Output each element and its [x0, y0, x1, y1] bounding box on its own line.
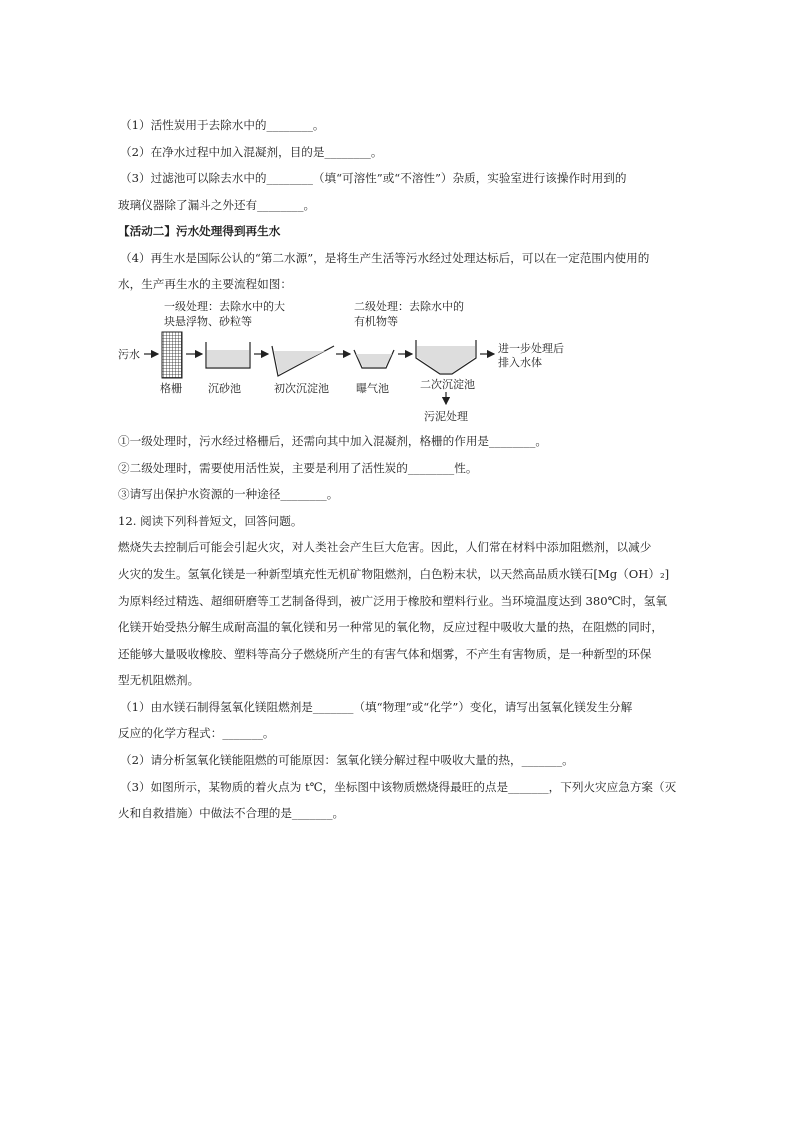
input-sewage-label: 污水 — [118, 348, 140, 361]
passage-line-4: 化镁开始受热分解生成耐高温的氧化镁和另一种常见的氧化物，反应过程中吸收大量的热，在阻燃的同时， — [118, 620, 663, 634]
subquestion-3: ③请写出保护水资源的一种途径________。 — [118, 487, 339, 501]
grille-icon — [162, 332, 182, 378]
stage-secondary-sedimentation-label: 二次沉淀池 — [420, 378, 475, 391]
question-11-part-3-line-1: （3）过滤池可以除去水中的________（填“可溶性”或“不溶性”）杂质，实验室进行该操作时用到的 — [120, 171, 627, 185]
secondary-treatment-label-2: 有机物等 — [354, 315, 398, 328]
stage-primary-sedimentation-label: 初次沉淀池 — [274, 382, 329, 395]
output-label-1: 进一步处理后 — [498, 342, 564, 355]
activity-2-heading: 【活动二】污水处理得到再生水 — [118, 224, 281, 238]
stage-grit-chamber-label: 沉砂池 — [208, 382, 241, 395]
question-12-intro: 12. 阅读下列科普短文，回答问题。 — [118, 514, 303, 528]
subquestion-2: ②二级处理时，需要使用活性炭，主要是利用了活性炭的________性。 — [118, 461, 478, 475]
question-11-part-2: （2）在净水过程中加入混凝剂，目的是________。 — [120, 145, 383, 159]
question-12-part-1-line-1: （1）由水镁石制得氢氧化镁阻燃剂是_______（填“物理”或“化学”）变化，请写出氢氧化镁发生分解 — [120, 700, 633, 714]
primary-treatment-label-2: 块悬浮物、砂粒等 — [164, 315, 252, 328]
stage-aeration-tank-label: 曝气池 — [356, 382, 389, 395]
secondary-sedimentation-tank-icon — [416, 340, 476, 374]
primary-treatment-label-1: 一级处理：去除水中的大 — [164, 300, 285, 313]
question-12-part-3-line-2: 火和自救措施）中做法不合理的是_______。 — [118, 806, 345, 820]
question-11-part-3-line-2: 玻璃仪器除了漏斗之外还有________。 — [118, 198, 316, 212]
passage-line-2: 火灾的发生。氢氧化镁是一种新型填充性无机矿物阻燃剂，白色粉末状，以天然高品质水镁石[Mg（OH）₂] — [118, 567, 670, 581]
stage-grille-label: 格栅 — [160, 382, 182, 395]
passage-line-5: 还能够大量吸收橡胶、塑料等高分子燃烧所产生的有害气体和烟雾，不产生有害物质，是一种新型的环保 — [118, 647, 652, 661]
question-12-part-3-line-1: （3）如图所示，某物质的着火点为 t℃，坐标图中该物质燃烧得最旺的点是_______，下列火灾应急方案（灭 — [120, 780, 677, 794]
water-treatment-flowchart — [118, 296, 578, 426]
sludge-treatment-label: 污泥处理 — [424, 410, 468, 423]
grit-chamber-icon — [206, 342, 250, 368]
primary-sedimentation-tank-icon — [272, 346, 334, 376]
question-12-part-1-line-2: 反应的化学方程式：_______。 — [118, 726, 275, 740]
output-label-2: 排入水体 — [498, 356, 542, 369]
question-11-part-4-line-1: （4）再生水是国际公认的“第二水源”，是将生产生活等污水经过处理达标后，可以在一定范围内使用的 — [120, 251, 650, 265]
question-12-part-2: （2）请分析氢氧化镁能阻燃的可能原因：氢氧化镁分解过程中吸收大量的热，_______。 — [120, 753, 574, 767]
question-11-part-4-line-2: 水，生产再生水的主要流程如图： — [118, 277, 292, 291]
aeration-tank-icon — [354, 350, 394, 368]
passage-line-3: 为原料经过精选、超细研磨等工艺制备得到，被广泛用于橡胶和塑料行业。当环境温度达到 380℃时，氢氧 — [118, 594, 667, 608]
passage-line-1: 燃烧失去控制后可能会引起火灾，对人类社会产生巨大危害。因此，人们常在材料中添加阻燃剂，以减少 — [118, 540, 652, 554]
subquestion-1: ①一级处理时，污水经过格栅后，还需向其中加入混凝剂，格栅的作用是________。 — [118, 434, 547, 448]
passage-line-6: 型无机阻燃剂。 — [118, 673, 200, 687]
question-11-part-1: （1）活性炭用于去除水中的________。 — [120, 118, 325, 132]
secondary-treatment-label-1: 二级处理：去除水中的 — [354, 300, 464, 313]
